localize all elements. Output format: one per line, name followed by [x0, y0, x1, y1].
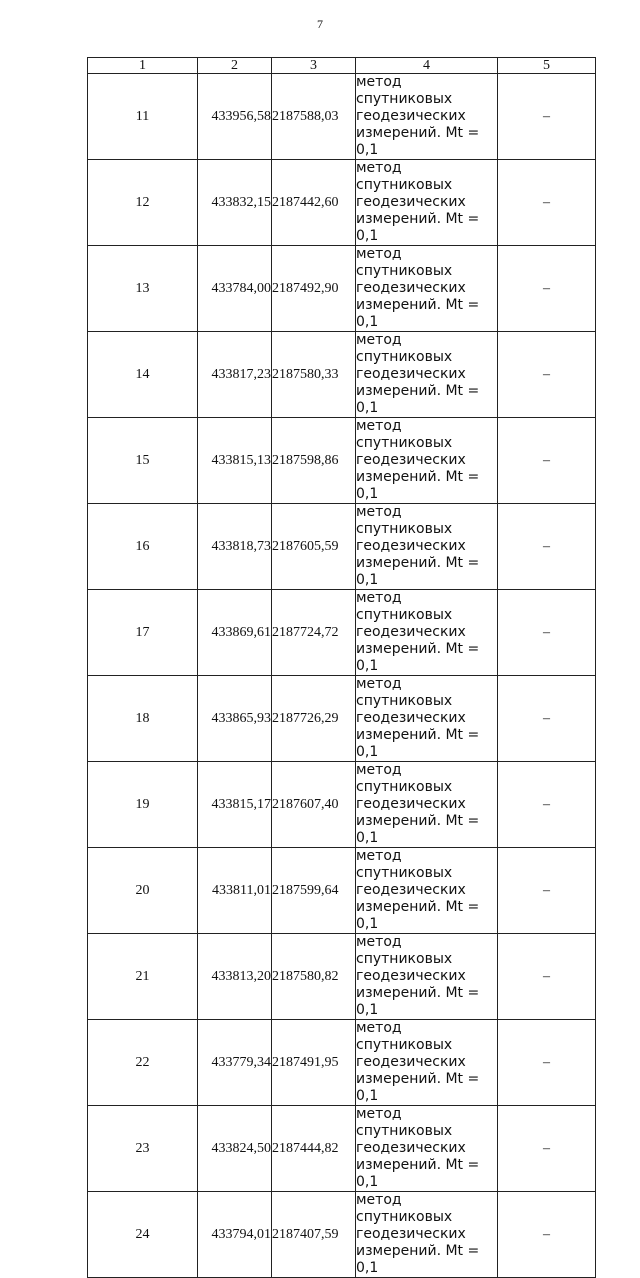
- method-cell: метод спутниковых геодезических измерений. Mt = 0,1: [356, 74, 498, 160]
- note-cell: –: [498, 418, 596, 504]
- method-cell: метод спутниковых геодезических измерений. Mt = 0,1: [356, 590, 498, 676]
- point-number-cell: 16: [88, 504, 198, 590]
- x-coordinate-cell: 433784,00: [198, 246, 272, 332]
- method-cell: метод спутниковых геодезических измерений. Mt = 0,1: [356, 934, 498, 1020]
- y-coordinate-cell: 2187442,60: [272, 160, 356, 246]
- x-coordinate-cell: 433815,13: [198, 418, 272, 504]
- table-row: [88, 762, 596, 848]
- point-number-cell: 11: [88, 74, 198, 160]
- point-number-cell: 13: [88, 246, 198, 332]
- point-number-cell: 14: [88, 332, 198, 418]
- point-number-cell: 23: [88, 1106, 198, 1192]
- method-cell: метод спутниковых геодезических измерений. Mt = 0,1: [356, 762, 498, 848]
- y-coordinate-cell: 2187726,29: [272, 676, 356, 762]
- x-coordinate-cell: 433824,50: [198, 1106, 272, 1192]
- table-row: [88, 934, 596, 1020]
- table-row: [88, 332, 596, 418]
- y-coordinate-cell: 2187407,59: [272, 1192, 356, 1278]
- x-coordinate-cell: 433818,73: [198, 504, 272, 590]
- table-row: [88, 1106, 596, 1192]
- header-col-1: 1: [88, 58, 198, 74]
- y-coordinate-cell: 2187588,03: [272, 74, 356, 160]
- coordinates-table: [87, 57, 596, 1278]
- x-coordinate-cell: 433865,93: [198, 676, 272, 762]
- note-cell: –: [498, 1020, 596, 1106]
- method-cell: метод спутниковых геодезических измерений. Mt = 0,1: [356, 504, 498, 590]
- note-cell: –: [498, 332, 596, 418]
- point-number-cell: 19: [88, 762, 198, 848]
- x-coordinate-cell: 433813,20: [198, 934, 272, 1020]
- method-cell: метод спутниковых геодезических измерений. Mt = 0,1: [356, 848, 498, 934]
- y-coordinate-cell: 2187598,86: [272, 418, 356, 504]
- header-col-5: 5: [498, 58, 596, 74]
- x-coordinate-cell: 433869,61: [198, 590, 272, 676]
- method-cell: метод спутниковых геодезических измерений. Mt = 0,1: [356, 160, 498, 246]
- method-cell: метод спутниковых геодезических измерений. Mt = 0,1: [356, 418, 498, 504]
- note-cell: –: [498, 160, 596, 246]
- table-row: [88, 504, 596, 590]
- table-row: [88, 418, 596, 504]
- y-coordinate-cell: 2187607,40: [272, 762, 356, 848]
- table-body: [88, 74, 596, 1278]
- y-coordinate-cell: 2187724,72: [272, 590, 356, 676]
- note-cell: –: [498, 246, 596, 332]
- table-row: [88, 848, 596, 934]
- note-cell: –: [498, 1106, 596, 1192]
- point-number-cell: 21: [88, 934, 198, 1020]
- point-number-cell: 22: [88, 1020, 198, 1106]
- y-coordinate-cell: 2187492,90: [272, 246, 356, 332]
- point-number-cell: 24: [88, 1192, 198, 1278]
- table-row: [88, 160, 596, 246]
- note-cell: –: [498, 1192, 596, 1278]
- method-cell: метод спутниковых геодезических измерений. Mt = 0,1: [356, 246, 498, 332]
- y-coordinate-cell: 2187605,59: [272, 504, 356, 590]
- point-number-cell: 20: [88, 848, 198, 934]
- header-col-4: 4: [356, 58, 498, 74]
- method-cell: метод спутниковых геодезических измерений. Mt = 0,1: [356, 1020, 498, 1106]
- header-col-3: 3: [272, 58, 356, 74]
- method-cell: метод спутниковых геодезических измерений. Mt = 0,1: [356, 676, 498, 762]
- note-cell: –: [498, 762, 596, 848]
- note-cell: –: [498, 676, 596, 762]
- x-coordinate-cell: 433815,17: [198, 762, 272, 848]
- table-row: [88, 590, 596, 676]
- point-number-cell: 12: [88, 160, 198, 246]
- table-row: [88, 676, 596, 762]
- note-cell: –: [498, 590, 596, 676]
- method-cell: метод спутниковых геодезических измерений. Mt = 0,1: [356, 1192, 498, 1278]
- y-coordinate-cell: 2187444,82: [272, 1106, 356, 1192]
- note-cell: –: [498, 74, 596, 160]
- method-cell: метод спутниковых геодезических измерений. Mt = 0,1: [356, 1106, 498, 1192]
- y-coordinate-cell: 2187580,33: [272, 332, 356, 418]
- table-row: [88, 246, 596, 332]
- table-header-row: [88, 58, 596, 74]
- y-coordinate-cell: 2187580,82: [272, 934, 356, 1020]
- note-cell: –: [498, 504, 596, 590]
- y-coordinate-cell: 2187491,95: [272, 1020, 356, 1106]
- table-row: [88, 1020, 596, 1106]
- note-cell: –: [498, 934, 596, 1020]
- y-coordinate-cell: 2187599,64: [272, 848, 356, 934]
- header-col-2: 2: [198, 58, 272, 74]
- x-coordinate-cell: 433817,23: [198, 332, 272, 418]
- point-number-cell: 15: [88, 418, 198, 504]
- x-coordinate-cell: 433832,15: [198, 160, 272, 246]
- table-row: [88, 74, 596, 160]
- point-number-cell: 17: [88, 590, 198, 676]
- page-number: 7: [317, 17, 323, 31]
- x-coordinate-cell: 433811,01: [198, 848, 272, 934]
- point-number-cell: 18: [88, 676, 198, 762]
- x-coordinate-cell: 433779,34: [198, 1020, 272, 1106]
- x-coordinate-cell: 433956,58: [198, 74, 272, 160]
- method-cell: метод спутниковых геодезических измерений. Mt = 0,1: [356, 332, 498, 418]
- table-row: [88, 1192, 596, 1278]
- x-coordinate-cell: 433794,01: [198, 1192, 272, 1278]
- note-cell: –: [498, 848, 596, 934]
